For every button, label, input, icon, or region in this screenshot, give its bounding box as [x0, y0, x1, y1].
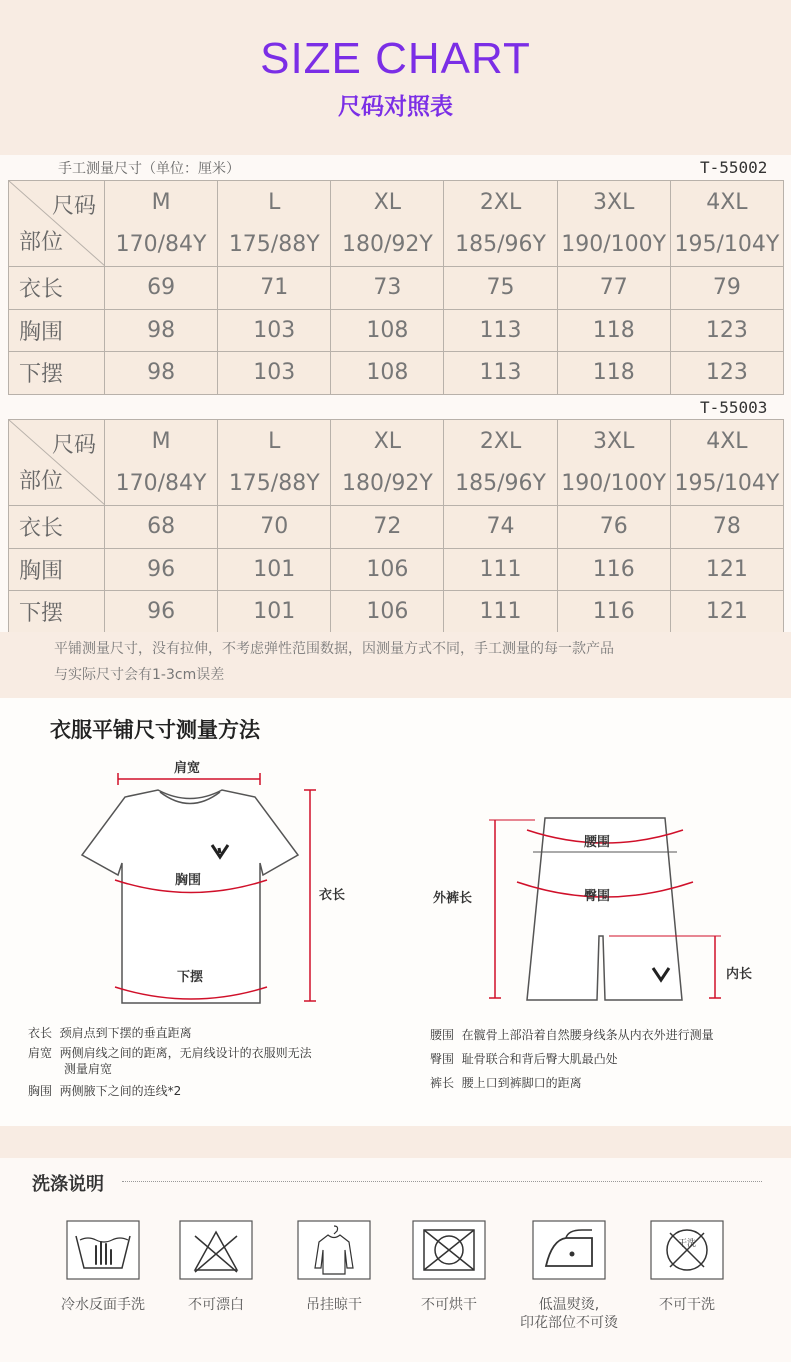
table-cell: 71 — [218, 267, 331, 310]
size-spec: 190/100Y — [557, 463, 670, 506]
outseam-label: 外裤长 — [433, 891, 473, 906]
care-divider — [122, 1181, 762, 1182]
size-header: L — [218, 181, 331, 224]
table-cell: 116 — [557, 548, 670, 591]
care-title: 洗涤说明 — [32, 1174, 104, 1195]
size-spec: 180/92Y — [331, 224, 444, 267]
note-chest: 胸围 两侧腋下之间的连线*2 — [28, 1084, 182, 1098]
table-cell: 79 — [670, 267, 783, 310]
table-cell: 118 — [557, 352, 670, 395]
table-cell: 113 — [444, 309, 557, 352]
size-header: XL — [331, 181, 444, 224]
note-shoulder: 肩宽 两侧肩线之间的距离，无肩线设计的衣服则无法 — [28, 1046, 312, 1060]
table-cell: 108 — [331, 309, 444, 352]
care-item — [48, 1220, 158, 1314]
size-spec: 175/88Y — [218, 224, 331, 267]
corner-cell — [9, 181, 105, 267]
measure-note: 手工测量尺寸（单位：厘米） — [58, 161, 240, 177]
size-header: 4XL — [670, 420, 783, 463]
table-code-2: T-55003 — [700, 398, 768, 417]
note-length: 衣长 颈肩点到下摆的垂直距离 — [28, 1026, 192, 1040]
corner-part-label: 部位 — [19, 469, 64, 494]
table-cell: 76 — [557, 506, 670, 549]
hem-label: 下摆 — [177, 970, 204, 985]
table-code-1: T-55002 — [700, 158, 768, 177]
corner-size-label: 尺码 — [51, 194, 96, 219]
table-cell: 118 — [557, 309, 670, 352]
row-label: 下摆 — [9, 591, 105, 634]
care-band — [0, 1126, 791, 1158]
row-label: 胸围 — [9, 309, 105, 352]
waist-label: 腰围 — [584, 835, 611, 850]
hand-wash-icon — [66, 1220, 140, 1280]
size-header: L — [218, 420, 331, 463]
table-cell: 98 — [105, 352, 218, 395]
row-label: 下摆 — [9, 352, 105, 395]
size-spec: 195/104Y — [670, 224, 783, 267]
size-table-2 — [8, 419, 784, 634]
care-label: 不可漂白 — [188, 1297, 244, 1313]
row-label: 衣长 — [9, 267, 105, 310]
table-cell: 96 — [105, 591, 218, 634]
table-cell: 96 — [105, 548, 218, 591]
title-en: SIZE CHART — [260, 34, 531, 83]
title-cn: 尺码对照表 — [338, 94, 453, 120]
table-cell: 78 — [670, 506, 783, 549]
table-row — [9, 548, 784, 591]
corner-part-label: 部位 — [19, 230, 64, 255]
size-header: 2XL — [444, 181, 557, 224]
size-spec: 170/84Y — [105, 463, 218, 506]
table-cell: 69 — [105, 267, 218, 310]
table-cell: 75 — [444, 267, 557, 310]
corner-size-label: 尺码 — [51, 433, 96, 458]
size-spec: 185/96Y — [444, 463, 557, 506]
table-row — [9, 506, 784, 549]
shirt-notes — [28, 1023, 388, 1101]
note-shoulder-cont: 测量肩宽 — [64, 1062, 113, 1076]
row-label: 胸围 — [9, 548, 105, 591]
table-cell: 123 — [670, 309, 783, 352]
no-tumble-dry-icon — [412, 1220, 486, 1280]
table-cell: 73 — [331, 267, 444, 310]
care-item — [161, 1220, 271, 1314]
table-cell: 121 — [670, 548, 783, 591]
care-item — [279, 1220, 389, 1314]
table-cell: 98 — [105, 309, 218, 352]
no-dry-clean-icon — [650, 1220, 724, 1280]
hip-label: 臀围 — [584, 889, 611, 904]
size-header: 2XL — [444, 420, 557, 463]
size-table-1 — [8, 180, 784, 395]
table-cell: 101 — [218, 548, 331, 591]
shoulder-label: 肩宽 — [174, 761, 201, 776]
note-pants-length: 裤长 腰上口到裤脚口的距离 — [430, 1076, 582, 1090]
disclaimer — [54, 636, 754, 688]
hang-dry-icon — [297, 1220, 371, 1280]
table-cell: 121 — [670, 591, 783, 634]
disclaimer-line-1: 平铺测量尺寸，没有拉伸，不考虑弹性范围数据，因测量方式不同，手工测量的每一款产品 — [54, 641, 614, 657]
size-header: 3XL — [557, 420, 670, 463]
table-row — [9, 591, 784, 634]
care-label: 低温熨烫, 印花部位不可烫 — [520, 1297, 618, 1331]
size-spec: 175/88Y — [218, 463, 331, 506]
dry-clean-badge: 干洗 — [677, 1239, 697, 1249]
size-spec: 170/84Y — [105, 224, 218, 267]
size-header: 4XL — [670, 181, 783, 224]
row-label: 衣长 — [9, 506, 105, 549]
care-label: 不可烘干 — [421, 1297, 477, 1313]
table-row — [9, 309, 784, 352]
table-cell: 101 — [218, 591, 331, 634]
table-cell: 111 — [444, 548, 557, 591]
table-cell: 70 — [218, 506, 331, 549]
corner-cell — [9, 420, 105, 506]
table-cell: 74 — [444, 506, 557, 549]
table-cell: 123 — [670, 352, 783, 395]
size-spec: 180/92Y — [331, 463, 444, 506]
size-header: M — [105, 181, 218, 224]
care-item — [632, 1220, 742, 1314]
size-header: XL — [331, 420, 444, 463]
size-spec: 190/100Y — [557, 224, 670, 267]
table-cell: 103 — [218, 309, 331, 352]
care-label: 冷水反面手洗 — [61, 1297, 145, 1313]
length-label: 衣长 — [319, 888, 346, 903]
table-cell: 106 — [331, 591, 444, 634]
table-cell: 111 — [444, 591, 557, 634]
table-cell: 116 — [557, 591, 670, 634]
care-label: 吊挂晾干 — [306, 1297, 362, 1313]
size-header: 3XL — [557, 181, 670, 224]
size-header: M — [105, 420, 218, 463]
measure-title: 衣服平铺尺寸测量方法 — [50, 718, 260, 742]
table-row — [9, 352, 784, 395]
tshirt-diagram — [60, 745, 360, 1015]
table-cell: 72 — [331, 506, 444, 549]
chest-label: 胸围 — [175, 873, 202, 888]
pants-notes — [430, 1023, 785, 1095]
size-spec: 185/96Y — [444, 224, 557, 267]
no-bleach-icon — [179, 1220, 253, 1280]
table-row — [9, 267, 784, 310]
care-item — [514, 1220, 624, 1332]
table-cell: 108 — [331, 352, 444, 395]
table-cell: 113 — [444, 352, 557, 395]
table-cell: 106 — [331, 548, 444, 591]
note-waist: 腰围 在髋骨上部沿着自然腰身线条从内衣外进行测量 — [430, 1028, 714, 1042]
inseam-label: 内长 — [726, 967, 753, 982]
low-iron-icon — [532, 1220, 606, 1280]
care-label: 不可干洗 — [659, 1297, 715, 1313]
care-item — [394, 1220, 504, 1314]
disclaimer-line-2: 与实际尺寸会有1-3cm误差 — [54, 667, 225, 683]
table-cell: 103 — [218, 352, 331, 395]
table-cell: 68 — [105, 506, 218, 549]
table-cell: 77 — [557, 267, 670, 310]
note-hip: 臀围 耻骨联合和背后臀大肌最凸处 — [430, 1052, 618, 1066]
size-spec: 195/104Y — [670, 463, 783, 506]
